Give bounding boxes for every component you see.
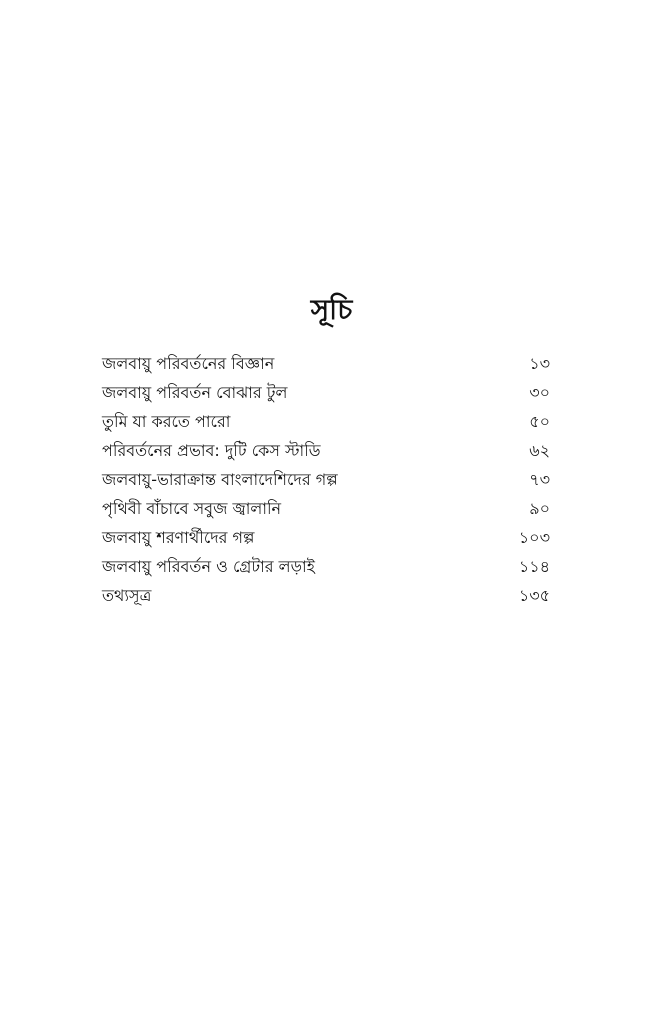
toc-entry-page: ১৩৫ [518, 586, 550, 605]
toc-entry-page: ৫০ [529, 412, 550, 431]
toc-entry [102, 524, 550, 553]
toc-entry-label: জলবায়ু পরিবর্তন বোঝার টুল [102, 383, 288, 402]
toc-entry [102, 350, 550, 379]
toc-entry-label: জলবায়ু পরিবর্তনের বিজ্ঞান [102, 354, 275, 373]
toc-entry-label: তথ্যসূত্র [102, 586, 152, 605]
toc-entry-label: পরিবর্তনের প্রভাব: দুটি কেস স্টাডি [102, 441, 321, 460]
toc-entry-page: ১১৪ [518, 557, 550, 576]
toc-entry-label: জলবায়ু শরণার্থীদের গল্প [102, 528, 255, 547]
toc-entry [102, 553, 550, 582]
toc-entry-page: ৬২ [529, 441, 550, 460]
toc-entry-page: ৭৩ [529, 470, 550, 489]
toc-entry [102, 582, 550, 611]
toc-entry [102, 437, 550, 466]
toc-entry-page: ৯০ [529, 499, 550, 518]
toc-entry-label: তুমি যা করতে পারো [102, 412, 231, 431]
toc-entry [102, 408, 550, 437]
toc-entry-label: জলবায়ু পরিবর্তন ও গ্রেটার লড়াই [102, 557, 315, 576]
toc-entry-page: ১৩ [529, 354, 550, 373]
page-title: সূচি [310, 293, 353, 326]
toc-entry-label: পৃথিবী বাঁচাবে সবুজ জ্বালানি [102, 499, 282, 518]
toc-entry-page: ৩০ [529, 383, 550, 402]
toc-entry [102, 379, 550, 408]
toc-entry [102, 466, 550, 495]
toc-entry-page: ১০৩ [518, 528, 550, 547]
toc-entry [102, 495, 550, 524]
toc-entry-label: জলবায়ু-ভারাক্রান্ত বাংলাদেশিদের গল্প [102, 470, 338, 489]
table-of-contents [102, 350, 550, 611]
